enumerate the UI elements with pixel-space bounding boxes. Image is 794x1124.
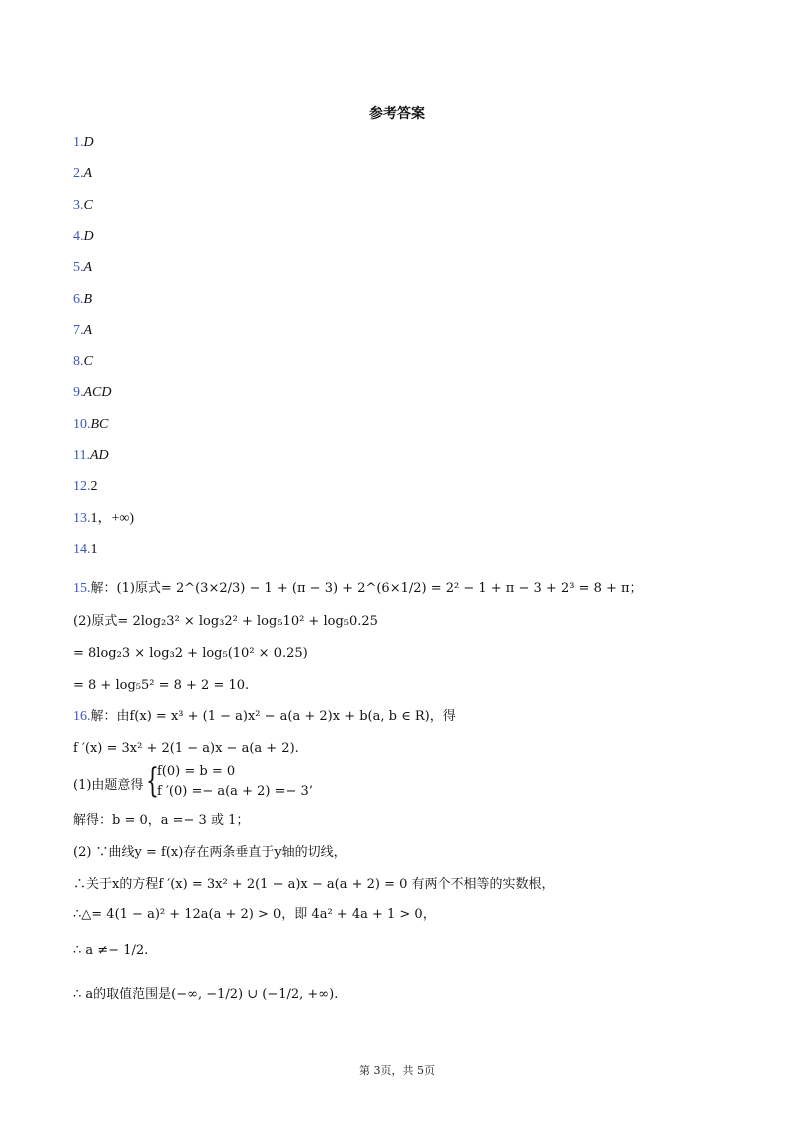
q16-line-7: ∴ a ≠− 1/2. — [73, 943, 149, 958]
page-footer: 第 3页，共 5页 — [359, 1064, 435, 1077]
question-number: 6. — [73, 292, 84, 307]
q15-line-2: (2)原式= 2log₂3² × log₃2² + log₅10² + log₅0.25 — [73, 614, 378, 629]
q15-line-4: = 8 + log₅5² = 8 + 2 = 10. — [73, 678, 250, 693]
system-equation-1: f(0) = b = 0 — [157, 764, 236, 779]
answer-value: ACD — [83, 385, 112, 400]
answer-value: 1 — [90, 542, 98, 557]
question-number: 9. — [73, 385, 84, 400]
answer-value: D — [83, 229, 94, 244]
answer-value: D — [83, 135, 94, 150]
question-number: 14. — [73, 542, 91, 557]
system-label: (1)由题意得 — [73, 778, 144, 793]
q16-line-2: f ′(x) = 3x² + 2(1 − a)x − a(a + 2). — [73, 741, 299, 756]
question-number: 12. — [73, 479, 91, 494]
answer-value: C — [83, 354, 93, 369]
question-number: 13. — [73, 511, 91, 526]
question-number: 8. — [73, 354, 84, 369]
answer-item — [73, 384, 112, 402]
answer-value: A — [83, 166, 93, 181]
q15-line-1: 15.解：(1)原式= 2^(3×2/3) − 1 + (π − 3) + 2^(6×1/2) = 2² − 1 + π − 3 + 2³ = 8 + π； — [73, 581, 643, 596]
q16-line-4: (2) ∵曲线y = f(x)存在两条垂直于y轴的切线， — [73, 845, 347, 860]
question-number: 10. — [73, 417, 91, 432]
answer-value: A — [83, 323, 93, 338]
q16-line-1: 16.解：由f(x) = x³ + (1 − a)x² − a(a + 2)x + b(a, b ∈ R)，得 — [73, 709, 456, 724]
question-number: 16. — [73, 709, 91, 724]
brace-symbol: { — [146, 761, 159, 801]
answer-item — [73, 291, 92, 309]
q16-line-3: 解得：b = 0，a =− 3 或 1； — [73, 813, 250, 828]
question-number: 7. — [73, 323, 84, 338]
answer-item — [73, 447, 109, 465]
system-equation-2: f ′(0) =− a(a + 2) =− 3’ — [157, 784, 313, 799]
answer-item — [73, 134, 94, 152]
question-number: 5. — [73, 260, 84, 275]
question-number: 3. — [73, 198, 84, 213]
q15-line-3: = 8log₂3 × log₃2 + log₅(10² × 0.25) — [73, 646, 308, 661]
page-title: 参考答案 — [369, 106, 425, 122]
q16-line-8: ∴ a的取值范围是(−∞, −1/2) ∪ (−1/2, +∞). — [73, 987, 339, 1002]
question-number: 1. — [73, 135, 84, 150]
q16-line-5: ∴关于x的方程f ′(x) = 3x² + 2(1 − a)x − a(a + 2) = 0 有两个不相等的实数根， — [73, 877, 555, 892]
answer-value: C — [83, 198, 93, 213]
question-number: 11. — [73, 448, 90, 463]
answer-item — [73, 478, 98, 496]
answer-item — [73, 353, 93, 371]
answer-value: BC — [90, 417, 109, 432]
q16-line-6: ∴△= 4(1 − a)² + 12a(a + 2) > 0，即 4a² + 4a + 1 > 0， — [73, 907, 436, 922]
question-number: 15. — [73, 581, 91, 596]
answer-item — [73, 510, 134, 528]
answer-value: 2 — [90, 479, 98, 494]
answer-item — [73, 416, 108, 434]
answer-value: A — [83, 260, 93, 275]
answer-value: B — [83, 292, 93, 307]
answer-item — [73, 165, 92, 183]
answer-item — [73, 197, 93, 215]
answer-item — [73, 259, 92, 277]
question-number: 4. — [73, 229, 84, 244]
answer-item — [73, 322, 92, 340]
answer-value: 1，+∞) — [90, 511, 135, 526]
answer-value: AD — [89, 448, 109, 463]
answer-item — [73, 541, 98, 559]
answer-item — [73, 228, 94, 246]
question-number: 2. — [73, 166, 84, 181]
